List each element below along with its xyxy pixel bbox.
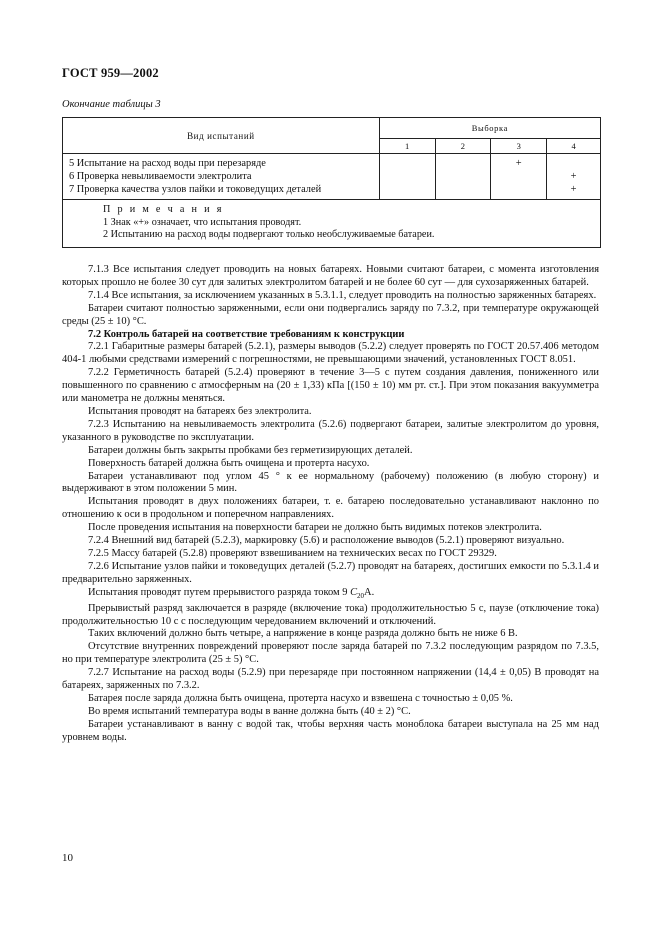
paragraph: Испытания проводят на батареях без электролита. [88, 405, 312, 417]
sample-number: 1 [379, 139, 435, 154]
paragraph: 7.2.2 Герметичность батарей (5.2.4) проверяют в течение 3—5 с путем создания давления, пониженного или повышенного по сравнению с атмосферным на (20 ± 1,33) кПа [(150 ± 10) мм рт. ст.]. При этом показания вакуумметра или манометра не должны меняться. [62, 367, 599, 405]
column-header-sample: Выборка [379, 118, 600, 139]
paragraph: 7.2.6 Испытание узлов пайки и токоведущих деталей (5.2.7) проводят на батареях, достигших емкости по 5.3.1.4 и предварительно заряженных. [62, 560, 599, 585]
paragraph: Испытания проводят в двух положениях батареи, т. е. батарею последовательно устанавливают наклонно по отношению к оси в продольном и поперечном направлениях. [62, 496, 599, 521]
paragraph: После проведения испытания на поверхности батареи не должно быть видимых потеков электролита. [88, 522, 542, 534]
notes-title: П р и м е ч а н и я [103, 204, 224, 215]
table-mark [442, 170, 485, 183]
paragraph: 7.1.3 Все испытания следует проводить на новых батареях. Новыми считают батареи, с момента изготовления которых прошло не более 30 сут для залитых электролитом батарей и не более 60 сут — для сухозаряженных батарей. [62, 264, 599, 288]
paragraph: 7.2.1 Габаритные размеры батарей (5.2.1), размеры выводов (5.2.2) следует проверять по ГОСТ 20.57.406 методом 404-1 любыми средствами измерений с погрешностями, не превышающими значений, установленных ГОСТ 8.051. [62, 341, 599, 366]
paragraph: 7.2.3 Испытанию на невыливаемость электролита (5.2.6) подвергают батареи, залитые электролитом до уровня, указанного в руководстве по эксплуатации. [62, 418, 599, 443]
paragraph-with-formula [62, 587, 599, 603]
test-names-cell [63, 154, 380, 200]
table-row-name: 6 Проверка невыливаемости электролита [69, 171, 252, 182]
sample-number: 3 [491, 139, 547, 154]
table-mark: + [570, 184, 577, 195]
table-row-name: 7 Проверка качества узлов пайки и токоведущих деталей [69, 184, 322, 195]
table-mark [442, 157, 485, 170]
formula-subscript: 20 [357, 591, 365, 600]
sample-4-cell [547, 154, 601, 200]
section-heading: 7.2 Контроль батарей на соответствие требованиям к конструкции [88, 328, 405, 340]
table-mark [386, 183, 429, 196]
paragraph: Поверхность батарей должна быть очищена и протерта насухо. [88, 457, 370, 469]
table-mark [497, 183, 540, 196]
paragraph: Батареи устанавливают в ванну с водой так, чтобы верхняя часть моноблока батареи выступала на 25 мм над уровнем воды. [62, 718, 599, 743]
sample-number: 4 [547, 139, 601, 154]
note-line: 1 Знак «+» означает, что испытания проводят. [103, 216, 302, 228]
paragraph: Таких включений должно быть четыре, а напряжение в конце разряда должно быть не ниже 6 В. [88, 628, 518, 640]
paragraph: Испытания проводят путем прерывистого разряда током 9 [88, 586, 348, 598]
sample-number: 2 [435, 139, 491, 154]
formula-symbol: C [350, 586, 358, 598]
table-mark [386, 157, 429, 170]
paragraph: Батареи должны быть закрыты пробками без герметизирующих деталей. [88, 444, 413, 456]
paragraph: Во время испытаний температура воды в ванне должна быть (40 ± 2) °С. [88, 705, 411, 717]
sample-1-cell [379, 154, 435, 200]
paragraph: Отсутствие внутренних повреждений проверяют после заряда батарей по 7.3.2 последующим разрядом по 7.3.5, но при температуре электролита (25 ± 5) °С. [62, 641, 599, 666]
document-code: ГОСТ 959—2002 [62, 66, 159, 80]
table-mark [442, 183, 485, 196]
page-number: 10 [62, 852, 73, 864]
paragraph: Батарея после заряда должна быть очищена, протерта насухо и взвешена с точностью ± 0,05 %. [88, 692, 513, 704]
table-mark: + [570, 171, 577, 182]
paragraph: 7.1.4 Все испытания, за исключением указанных в 5.3.1.1, следует проводить на полностью заряженных батареях. [88, 289, 597, 301]
table-mark [553, 157, 594, 170]
sample-2-cell [435, 154, 491, 200]
paragraph: 7.2.7 Испытание на расход воды (5.2.9) при перезаряде при постоянном напряжении (14,4 ± 0,05) В проводят на батареях, заряженных по 7.3.2. [62, 667, 599, 692]
table-mark [497, 170, 540, 183]
table-mark: + [515, 158, 522, 169]
paragraph: 7.2.5 Массу батарей (5.2.8) проверяют взвешиванием на технических весах по ГОСТ 29329. [88, 547, 497, 559]
table-caption: Окончание таблицы 3 [62, 99, 161, 110]
note-line: 2 Испытанию на расход воды подвергают только необслуживаемые батареи. [103, 229, 435, 240]
table-row-name: 5 Испытание на расход воды при перезаряде [69, 158, 266, 169]
formula-unit: А. [364, 586, 375, 598]
paragraph: Батареи устанавливают под углом 45 ° к ее нормальному (рабочему) положению (в любую сторону) и выдерживают в этом положении 5 мин. [62, 470, 599, 495]
paragraph: Батареи считают полностью заряженными, если они подвергались заряду по 7.3.2, при температуре окружающей среды (25 ± 10) °С. [62, 302, 599, 327]
column-header-test-type: Вид испытаний [63, 118, 380, 154]
table-mark [386, 170, 429, 183]
table-3 [62, 117, 601, 248]
paragraph: 7.2.4 Внешний вид батарей (5.2.3), маркировку (5.6) и расположение выводов (5.2.1) проверяют визуально. [88, 535, 565, 547]
table-notes [63, 200, 601, 248]
paragraph: Прерывистый разряд заключается в разряде (включение тока) продолжительностью 5 с, паузе (отключение тока) продолжительностью 10 с с последующим чередованием включений и отключений. [62, 602, 599, 627]
sample-3-cell [491, 154, 547, 200]
body-text [62, 264, 599, 745]
